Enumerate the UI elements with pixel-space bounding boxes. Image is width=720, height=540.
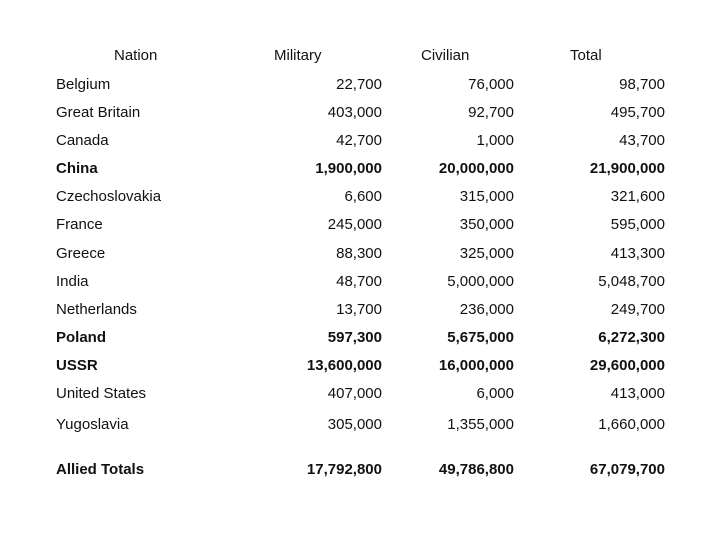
totals-civilian: 49,786,800: [438, 461, 514, 478]
header-civilian: Civilian: [421, 47, 470, 64]
header-nation: Nation: [114, 47, 158, 64]
cell-military: 245,000: [327, 216, 382, 233]
cell-nation: China: [56, 160, 98, 177]
cell-civilian: 350,000: [459, 216, 514, 233]
cell-total: 249,700: [610, 301, 665, 318]
cell-total: 495,700: [610, 104, 665, 121]
cell-total: 413,300: [610, 245, 665, 262]
cell-military: 48,700: [336, 273, 382, 290]
cell-civilian: 16,000,000: [438, 357, 514, 374]
cell-total: 98,700: [619, 76, 665, 93]
cell-nation: United States: [56, 385, 147, 402]
cell-nation: Canada: [56, 132, 109, 149]
header-total: Total: [570, 47, 602, 64]
cell-military: 305,000: [327, 416, 382, 433]
cell-nation: Czechoslovakia: [56, 188, 162, 205]
cell-nation: USSR: [56, 357, 98, 374]
cell-nation: Greece: [56, 245, 106, 262]
cell-total: 29,600,000: [589, 357, 665, 374]
cell-civilian: 5,000,000: [447, 273, 514, 290]
cell-nation: Netherlands: [56, 301, 137, 318]
cell-military: 6,600: [344, 188, 382, 205]
cell-civilian: 1,355,000: [447, 416, 514, 433]
cell-total: 6,272,300: [598, 329, 665, 346]
cell-total: 595,000: [610, 216, 665, 233]
cell-civilian: 325,000: [459, 245, 514, 262]
cell-civilian: 92,700: [468, 104, 514, 121]
cell-military: 597,300: [327, 329, 382, 346]
cell-total: 21,900,000: [589, 160, 665, 177]
cell-civilian: 5,675,000: [447, 329, 514, 346]
cell-military: 42,700: [336, 132, 382, 149]
totals-total: 67,079,700: [589, 461, 665, 478]
cell-military: 13,600,000: [306, 357, 382, 374]
cell-military: 1,900,000: [315, 160, 382, 177]
cell-total: 1,660,000: [598, 416, 665, 433]
cell-total: 5,048,700: [598, 273, 665, 290]
cell-nation: Belgium: [56, 76, 111, 93]
totals-military: 17,792,800: [306, 461, 382, 478]
cell-civilian: 20,000,000: [438, 160, 514, 177]
cell-civilian: 236,000: [459, 301, 514, 318]
cell-nation: India: [56, 273, 89, 290]
cell-nation: France: [56, 216, 103, 233]
cell-military: 88,300: [336, 245, 382, 262]
header-military: Military: [274, 47, 322, 64]
cell-nation: Great Britain: [56, 104, 141, 121]
cell-military: 407,000: [327, 385, 382, 402]
cell-civilian: 1,000: [476, 132, 514, 149]
cell-civilian: 76,000: [468, 76, 514, 93]
cell-military: 403,000: [327, 104, 382, 121]
cell-nation: Poland: [56, 329, 107, 346]
cell-military: 13,700: [336, 301, 382, 318]
cell-total: 43,700: [619, 132, 665, 149]
cell-total: 321,600: [610, 188, 665, 205]
cell-total: 413,000: [610, 385, 665, 402]
cell-civilian: 315,000: [459, 188, 514, 205]
totals-label: Allied Totals: [56, 461, 145, 478]
cell-civilian: 6,000: [476, 385, 514, 402]
cell-nation: Yugoslavia: [56, 416, 129, 433]
cell-military: 22,700: [336, 76, 382, 93]
